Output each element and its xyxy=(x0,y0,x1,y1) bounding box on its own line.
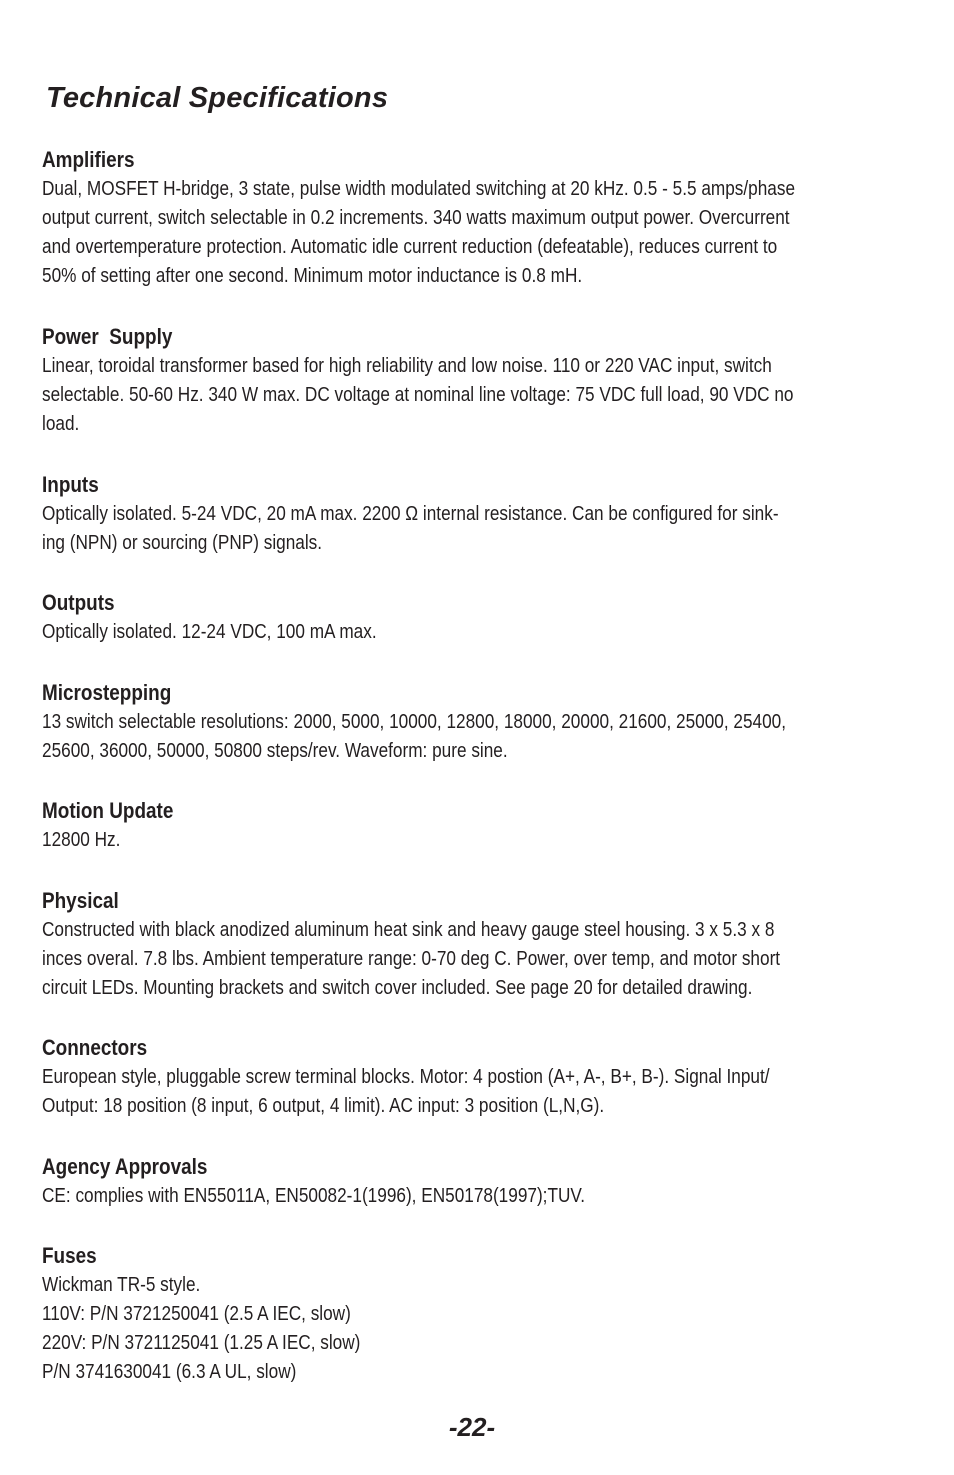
body-line: Optically isolated. 12-24 VDC, 100 mA max. xyxy=(42,621,377,643)
section-heading: Outputs xyxy=(42,590,115,615)
body-line: 25600, 36000, 50000, 50800 steps/rev. Waveform: pure sine. xyxy=(42,740,508,762)
section-heading: Inputs xyxy=(42,472,99,497)
body-line: and overtemperature protection. Automatic idle current reduction (defeatable), reduces current to xyxy=(42,236,778,258)
section-body xyxy=(42,916,919,1003)
section-amplifiers xyxy=(42,145,912,291)
section-heading: Agency Approvals xyxy=(42,1154,208,1179)
section-body xyxy=(42,1063,919,1121)
body-line: P/N 3741630041 (6.3 A UL, slow) xyxy=(42,1361,297,1383)
section-connectors xyxy=(42,1033,912,1121)
body-line: European style, pluggable screw terminal blocks. Motor: 4 postion (A+, A-, B+, B-). Signal Input/ xyxy=(42,1066,770,1088)
section-heading: Motion Update xyxy=(42,798,174,823)
section-body xyxy=(42,708,919,766)
section-heading: Amplifiers xyxy=(42,147,135,172)
section-heading: Power Supply xyxy=(42,324,173,349)
body-line: Output: 18 position (8 input, 6 output, 4 limit). AC input: 3 position (L,N,G). xyxy=(42,1095,605,1117)
body-line: ing (NPN) or sourcing (PNP) signals. xyxy=(42,532,323,554)
body-line: 13 switch selectable resolutions: 2000, 5000, 10000, 12800, 18000, 20000, 21600, 25000, 25400, xyxy=(42,711,787,733)
section-heading: Connectors xyxy=(42,1035,148,1060)
body-line: Constructed with black anodized aluminum heat sink and heavy gauge steel housing. 3 x 5.3 x 8 xyxy=(42,919,775,941)
section-outputs xyxy=(42,588,912,647)
body-line: 110V: P/N 3721250041 (2.5 A IEC, slow) xyxy=(42,1303,351,1325)
body-line: CE: complies with EN55011A, EN50082-1(1996), EN50178(1997);TUV. xyxy=(42,1185,586,1207)
body-line: Optically isolated. 5-24 VDC, 20 mA max. 2200 Ω internal resistance. Can be configured for sink- xyxy=(42,503,779,525)
section-heading: Microstepping xyxy=(42,680,172,705)
body-line: circuit LEDs. Mounting brackets and switch cover included. See page 20 for detailed drawing. xyxy=(42,977,753,999)
section-fuses xyxy=(42,1241,912,1387)
section-inputs xyxy=(42,470,912,558)
section-heading: Physical xyxy=(42,888,119,913)
section-body xyxy=(42,175,919,291)
section-physical xyxy=(42,886,912,1003)
page-number: -22- xyxy=(448,1412,496,1442)
body-line: selectable. 50-60 Hz. 340 W max. DC voltage at nominal line voltage: 75 VDC full load, 90 VDC no xyxy=(42,384,794,406)
section-body xyxy=(42,1271,919,1387)
page-title: Technical Specifications xyxy=(46,82,389,114)
section-body xyxy=(42,500,919,558)
body-line: 12800 Hz. xyxy=(42,829,121,851)
section-body xyxy=(42,352,919,439)
body-line: 50% of setting after one second. Minimum motor inductance is 0.8 mH. xyxy=(42,265,583,287)
body-line: inces overal. 7.8 lbs. Ambient temperature range: 0-70 deg C. Power, over temp, and motor short xyxy=(42,948,781,970)
section-agency-approvals xyxy=(42,1152,912,1211)
body-line: output current, switch selectable in 0.2 increments. 340 watts maximum output power. Overcurrent xyxy=(42,207,790,229)
section-body xyxy=(42,618,919,647)
body-line: 220V: P/N 3721125041 (1.25 A IEC, slow) xyxy=(42,1332,361,1354)
section-body xyxy=(42,1182,919,1211)
body-line: Dual, MOSFET H-bridge, 3 state, pulse width modulated switching at 20 kHz. 0.5 - 5.5 amps/phase xyxy=(42,178,796,200)
section-motion-update xyxy=(42,796,912,855)
section-microstepping xyxy=(42,678,912,766)
section-body xyxy=(42,826,919,855)
body-line: Wickman TR-5 style. xyxy=(42,1274,201,1296)
section-power-supply xyxy=(42,322,912,439)
body-line: Linear, toroidal transformer based for high reliability and low noise. 110 or 220 VAC input, switch xyxy=(42,355,772,377)
body-line: load. xyxy=(42,413,80,435)
section-heading: Fuses xyxy=(42,1243,97,1268)
